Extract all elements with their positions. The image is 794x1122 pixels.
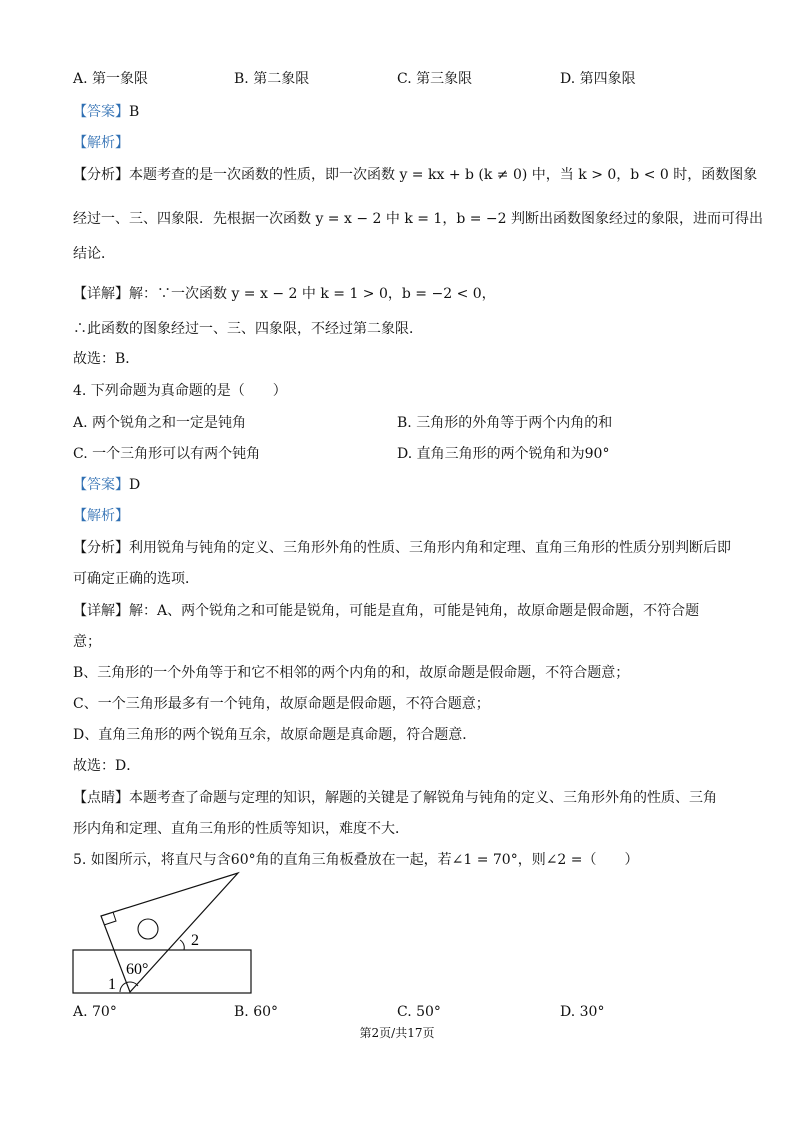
- q3-option-a: A. 第一象限: [73, 71, 149, 87]
- q5-option-c: C. 50°: [397, 1004, 441, 1020]
- q3-option-b: B. 第二象限: [234, 71, 310, 87]
- q4-analysis-heading: 【解析】: [73, 508, 129, 524]
- q3-analysis-line1: [73, 164, 757, 184]
- q4-answer: [73, 474, 140, 494]
- q3-answer: [73, 101, 139, 121]
- q4-detail-line1: [73, 600, 699, 620]
- q3-detail-line2: ∴此函数的图象经过一、三、四象限，不经过第二象限．: [73, 321, 423, 337]
- analysis-text: 本题考查的是一次函数的性质，即一次函数 y = kx + b (k ≠ 0) 中，当 k > 0，b < 0 时，函数图象: [129, 167, 758, 183]
- set-square-hole: [138, 919, 158, 939]
- q4-detail-line5: D、直角三角形的两个锐角互余，故原命题是真命题，符合题意．: [73, 727, 477, 743]
- q4-option-a: A. 两个锐角之和一定是钝角: [73, 415, 247, 431]
- q3-option-d: D. 第四象限: [560, 71, 636, 87]
- q4-stem: 4. 下列命题为真命题的是（ ）: [73, 383, 287, 399]
- angle-2-arc: [180, 940, 184, 950]
- q5-stem: 5. 如图所示，将直尺与含60°角的直角三角板叠放在一起，若∠1 = 70°，则∠2 =（ ）: [73, 852, 639, 868]
- analysis-tag: 【分析】: [73, 540, 129, 556]
- q4-analysis-line1: [73, 537, 731, 557]
- answer-tag: 【答案】: [73, 104, 129, 120]
- comment-tag: 【点睛】: [73, 790, 129, 806]
- ruler-triangle-figure: [68, 868, 258, 998]
- answer-value: B: [129, 104, 140, 120]
- answer-value: D: [129, 477, 141, 493]
- comment-text: 本题考查了命题与定理的知识，解题的关键是了解锐角与钝角的定义、三角形外角的性质、三角: [129, 790, 717, 806]
- q4-comment-line1: [73, 787, 717, 807]
- q3-analysis-heading: 【解析】: [73, 135, 129, 151]
- q4-detail-line3: B、三角形的一个外角等于和它不相邻的两个内角的和，故原命题是假命题，不符合题意；: [73, 665, 630, 681]
- detail-tag: 【详解】: [73, 603, 129, 619]
- angle-60-label: 60°: [126, 961, 149, 978]
- q4-comment-line2: 形内角和定理、直角三角形的性质等知识，难度不大．: [73, 821, 409, 837]
- analysis-text: 利用锐角与钝角的定义、三角形外角的性质、三角形内角和定理、直角三角形的性质分别判断后即: [129, 540, 731, 556]
- detail-text: 解：∵一次函数 y = x − 2 中 k = 1 > 0，b = −2 < 0，: [129, 286, 496, 302]
- q4-option-b: B. 三角形的外角等于两个内角的和: [397, 415, 613, 431]
- q5-option-d: D. 30°: [560, 1004, 605, 1020]
- detail-tag: 【详解】: [73, 286, 129, 302]
- q3-detail-line3: 故选：B．: [73, 351, 140, 367]
- q3-option-c: C. 第三象限: [397, 71, 473, 87]
- analysis-tag: 【分析】: [73, 167, 129, 183]
- answer-tag: 【答案】: [73, 477, 129, 493]
- page-footer: 第2页/共17页: [359, 1026, 435, 1040]
- q4-detail-line6: 故选：D．: [73, 758, 141, 774]
- q4-option-c: C. 一个三角形可以有两个钝角: [73, 446, 261, 462]
- q4-detail-line4: C、一个三角形最多有一个钝角，故原命题是假命题，不符合题意；: [73, 696, 490, 712]
- q4-analysis-line2: 可确定正确的选项．: [73, 571, 199, 587]
- set-square-shape: [101, 873, 238, 992]
- angle-1-label: 1: [108, 976, 116, 993]
- detail-text: 解：A、两个锐角之和可能是锐角，可能是直角，可能是钝角，故原命题是假命题，不符合题: [129, 603, 700, 619]
- q4-option-d: D. 直角三角形的两个锐角和为90°: [397, 446, 610, 462]
- angle-2-label: 2: [191, 932, 199, 949]
- q5-option-a: A. 70°: [73, 1004, 117, 1020]
- q3-analysis-line2: 经过一、三、四象限．先根据一次函数 y = x − 2 中 k = 1，b = −2 判断出函数图象经过的象限，进而可得出: [73, 211, 764, 227]
- q4-detail-line2: 意；: [73, 634, 101, 650]
- q3-analysis-line3: 结论．: [73, 246, 115, 262]
- q3-detail-line1: [73, 283, 496, 303]
- q5-option-b: B. 60°: [234, 1004, 279, 1020]
